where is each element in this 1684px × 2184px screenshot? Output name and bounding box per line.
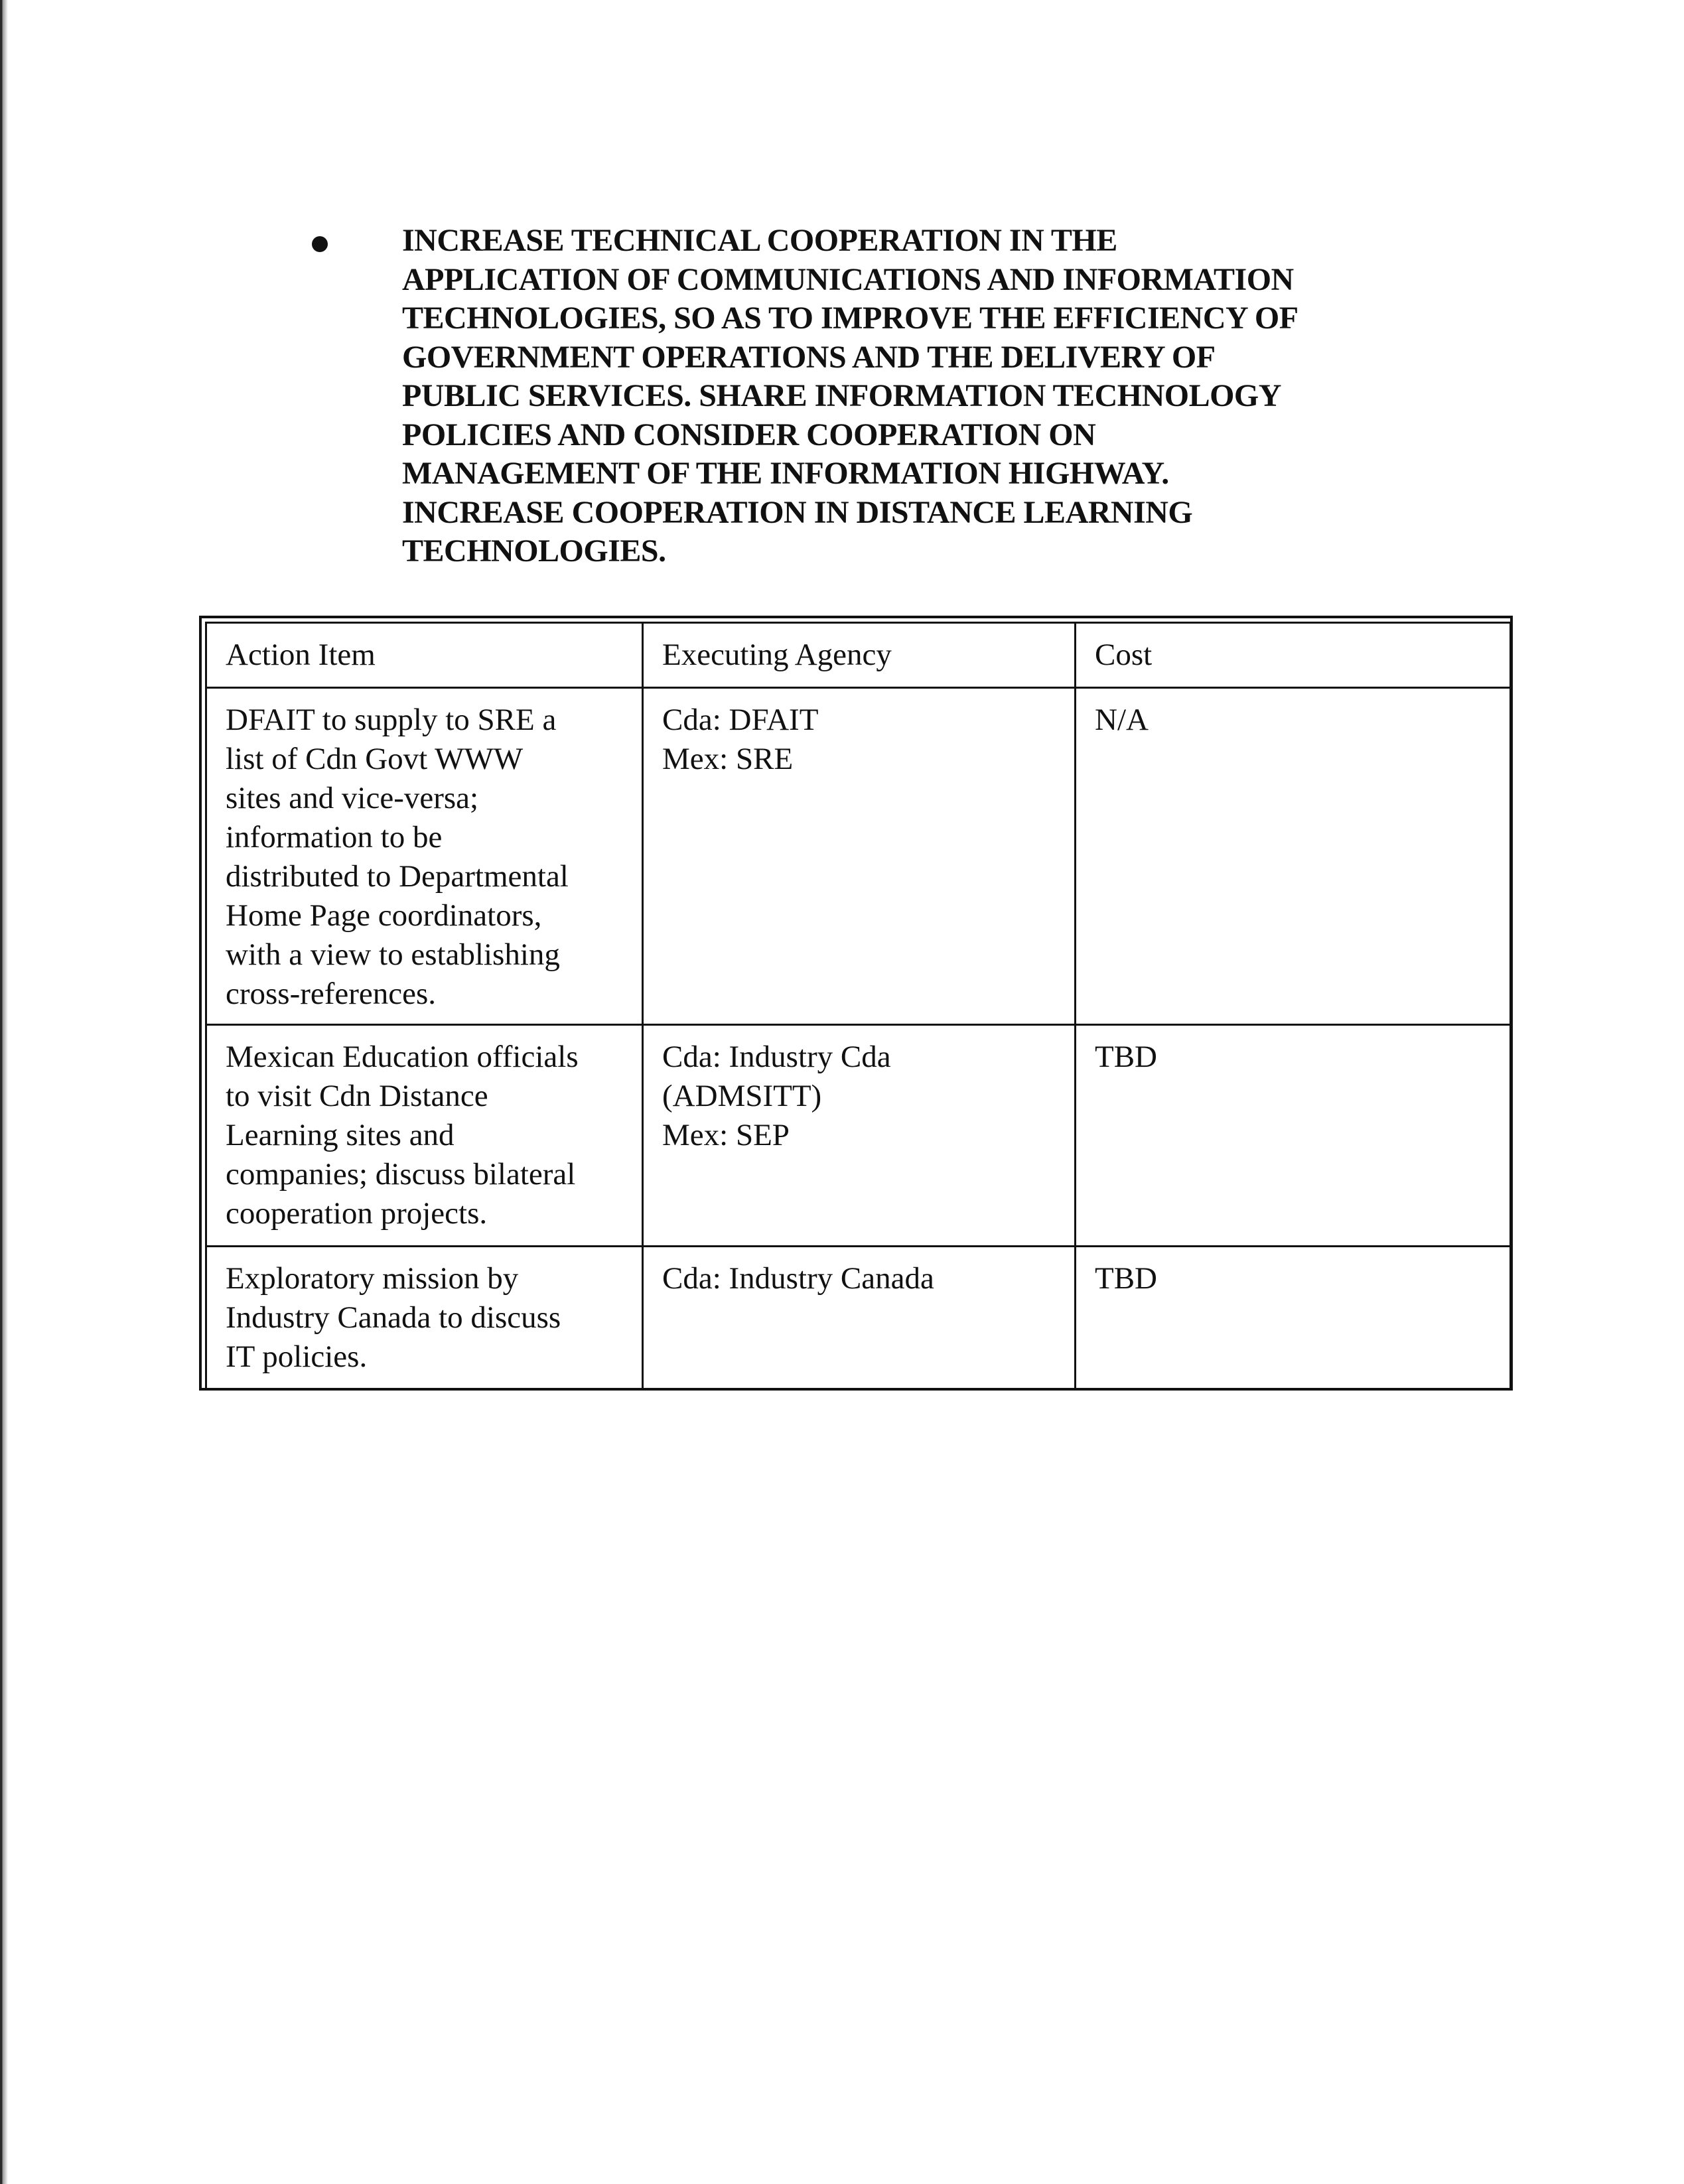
- cost-cell: TBD: [1076, 1247, 1511, 1390]
- header-action-item: Action Item: [206, 623, 643, 688]
- executing-agency-cell: Cda: DFAIT Mex: SRE: [643, 688, 1076, 1025]
- action-item-cell: Mexican Education officials to visit Cdn Distance Learning sites and companies; discuss bilateral cooperation projects.: [206, 1025, 643, 1247]
- header-executing-agency: Executing Agency: [643, 623, 1076, 688]
- action-table-frame: [199, 616, 1513, 1391]
- table-row: [206, 1247, 1511, 1390]
- objective-text: INCREASE TECHNICAL COOPERATION IN THE APPLICATION OF COMMUNICATIONS AND INFORMATION TECHNOLOGIES, SO AS TO IMPROVE THE EFFICIENCY OF GOVERNMENT OPERATIONS AND THE DELIVERY OF PUBLIC SERVICES. SHARE INFORMATION TECHNOLOGY POLICIES AND CONSIDER COOPERATION ON MANAGEMENT OF THE INFORMATION HIGHWAY. INCREASE COOPERATION IN DISTANCE LEARNING TECHNOLOGIES.: [402, 223, 1298, 569]
- page-left-edge: [0, 0, 8, 2184]
- action-item-cell: Exploratory mission by Industry Canada to discuss IT policies.: [206, 1247, 643, 1390]
- executing-agency-cell: Cda: Industry Canada: [643, 1247, 1076, 1390]
- action-item-cell: DFAIT to supply to SRE a list of Cdn Govt WWW sites and vice-versa; information to be distributed to Departmental Home Page coordinators, with a view to establishing cross-references.: [206, 688, 643, 1025]
- cost-cell: N/A: [1076, 688, 1511, 1025]
- cost-cell: TBD: [1076, 1025, 1511, 1247]
- header-cost: Cost: [1076, 623, 1511, 688]
- executing-agency-cell: Cda: Industry Cda (ADMSITT) Mex: SEP: [643, 1025, 1076, 1247]
- table-row: [206, 1025, 1511, 1247]
- action-table: [205, 622, 1511, 1391]
- table-row: [206, 688, 1511, 1025]
- bullet-icon: [312, 236, 328, 252]
- table-header-row: [206, 623, 1511, 688]
